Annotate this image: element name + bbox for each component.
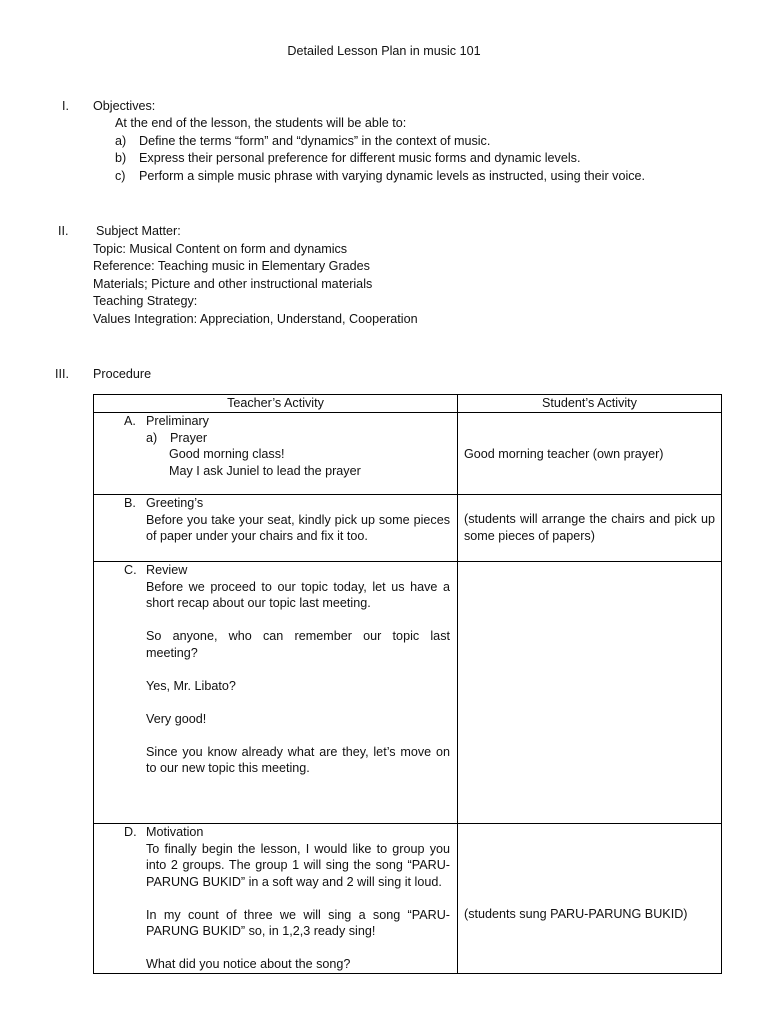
student-response: (students will arrange the chairs and pick up some pieces of papers) (464, 512, 715, 543)
teacher-cell (94, 562, 458, 824)
subject-matter-heading: Subject Matter: (96, 224, 181, 238)
table-row (94, 824, 722, 974)
subject-materials: Materials; Picture and other instructional materials (93, 277, 373, 291)
student-cell (458, 413, 722, 495)
sub-letter: a) (146, 430, 158, 445)
table-row (94, 413, 722, 495)
teacher-cell (94, 413, 458, 495)
teacher-paragraph: To finally begin the lesson, I would like to group you into 2 groups. The group 1 will sing the song “PARU-PARUNG BUKID” in a soft way and 2 will sing it loud. (146, 841, 450, 889)
teacher-paragraph: In my count of three we will sing a song “PARU-PARUNG BUKID” so, in 1,2,3 ready sing! (146, 907, 450, 938)
teacher-activity-header: Teacher’s Activity (94, 395, 458, 413)
section-numeral-subject-matter: II. (58, 224, 69, 238)
row-heading: Motivation (146, 825, 204, 839)
objectives-heading: Objectives: (93, 99, 156, 113)
table-row (94, 562, 722, 824)
objective-letter: a) (115, 134, 127, 148)
row-heading: Review (146, 563, 188, 577)
table-header-row (94, 395, 722, 413)
teacher-paragraph: Before we proceed to our topic today, let us have a short recap about our topic last meeting. (146, 579, 450, 610)
section-numeral-objectives: I. (62, 99, 69, 113)
teacher-cell (94, 495, 458, 562)
document-title: Detailed Lesson Plan in music 101 (287, 44, 481, 58)
teacher-paragraph: Yes, Mr. Libato? (146, 678, 236, 693)
subject-teaching-strategy: Teaching Strategy: (93, 294, 198, 308)
objectives-intro: At the end of the lesson, the students will be able to: (115, 116, 407, 130)
objective-item: Express their personal preference for different music forms and dynamic levels. (139, 151, 581, 165)
teacher-paragraph: Since you know already what are they, let’s move on to our new topic this meeting. (146, 744, 450, 775)
table-row (94, 495, 722, 562)
teacher-paragraph: So anyone, who can remember our topic last meeting? (146, 629, 450, 660)
objective-item: Perform a simple music phrase with varying dynamic levels as instructed, using their voice. (139, 169, 646, 183)
student-cell (458, 824, 722, 974)
student-cell (458, 495, 722, 562)
row-heading: Preliminary (146, 414, 209, 428)
teacher-line: May I ask Juniel to lead the prayer (169, 463, 361, 478)
objective-letter: b) (115, 151, 127, 165)
teacher-line: Good morning class! (169, 447, 285, 461)
subject-reference: Reference: Teaching music in Elementary Grades (93, 259, 370, 273)
row-letter: A. (124, 414, 136, 428)
student-response: Good morning teacher (own prayer) (464, 447, 664, 461)
row-letter: B. (124, 496, 136, 510)
teacher-paragraph: Before you take your seat, kindly pick up some pieces of paper under your chairs and fix it too. (146, 512, 450, 543)
teacher-paragraph: Very good! (146, 711, 207, 726)
row-heading: Greeting’s (146, 496, 204, 510)
subject-values-integration: Values Integration: Appreciation, Understand, Cooperation (93, 312, 418, 326)
objective-item: Define the terms “form” and “dynamics” in the context of music. (139, 134, 491, 148)
teacher-cell (94, 824, 458, 974)
subject-topic: Topic: Musical Content on form and dynamics (93, 242, 348, 256)
procedure-table (93, 394, 722, 974)
section-numeral-procedure: III. (55, 367, 69, 381)
objective-letter: c) (115, 169, 126, 183)
procedure-heading: Procedure (93, 367, 152, 381)
sub-heading: Prayer (170, 430, 208, 445)
student-response: (students sung PARU-PARUNG BUKID) (464, 907, 688, 921)
student-activity-header: Student’s Activity (458, 395, 722, 413)
teacher-paragraph: What did you notice about the song? (146, 957, 351, 971)
row-letter: C. (124, 563, 137, 577)
student-cell (458, 562, 722, 824)
row-letter: D. (124, 825, 137, 839)
